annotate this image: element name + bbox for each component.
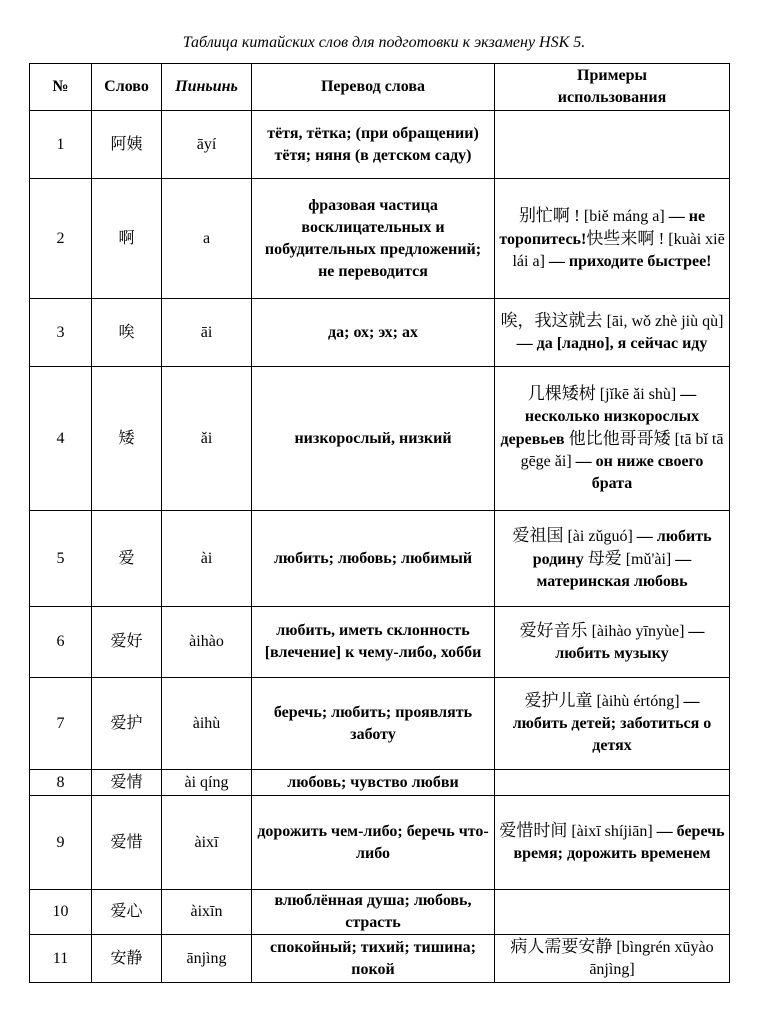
cell-translation: дорожить чем-либо; беречь что-либо xyxy=(252,796,495,890)
example-py: [āi, wǒ zhè jiù qù] xyxy=(602,313,724,330)
cell-translation: беречь; любить; проявлять заботу xyxy=(252,678,495,770)
example-ru: — не торопитесь! xyxy=(499,207,706,248)
example-zh: 爱惜时间 xyxy=(499,821,568,840)
cell-translation: любить, иметь склонность [влечение] к чему-либо, хобби xyxy=(252,607,495,678)
example-py: [tā bǐ tā gēge ǎi] xyxy=(520,430,724,470)
header-translation: Перевод слова xyxy=(252,64,495,111)
cell-examples xyxy=(495,607,730,678)
example-py: [kuài xiē lái a] xyxy=(512,230,725,270)
cell-pinyin: àihù xyxy=(162,678,252,770)
cell-examples xyxy=(495,111,730,179)
example-zh: 母爱 xyxy=(587,548,622,568)
example-py: [ài zǔguó] xyxy=(563,527,637,545)
cell-word: 唉 xyxy=(92,299,162,367)
header-examples-line-1: Примеры xyxy=(577,67,647,84)
cell-word: 爱惜 xyxy=(92,796,162,890)
cell-word: 矮 xyxy=(92,367,162,511)
cell-pinyin: ài xyxy=(162,511,252,607)
cell-examples xyxy=(495,935,730,983)
cell-num: 11 xyxy=(30,935,92,983)
table-row xyxy=(30,367,730,511)
table-row xyxy=(30,607,730,678)
cell-examples xyxy=(495,678,730,770)
example-zh: 唉，我这就去 xyxy=(500,311,603,330)
table-row xyxy=(30,111,730,179)
table-row xyxy=(30,890,730,935)
example-ru: — любить музыку xyxy=(555,622,705,662)
example-zh: 几棵矮树 xyxy=(527,383,596,403)
example-ru: — любить детей; заботиться о детях xyxy=(512,693,712,754)
table-row xyxy=(30,678,730,770)
example-ru: — приходите быстрее! xyxy=(548,252,712,270)
cell-examples xyxy=(495,511,730,607)
table-row xyxy=(30,511,730,607)
table-row xyxy=(30,770,730,796)
cell-num: 10 xyxy=(30,890,92,935)
table-row xyxy=(30,299,730,367)
document-title: Таблица китайских слов для подготовки к экзамену HSK 5. xyxy=(182,34,586,51)
cell-pinyin: ài qíng xyxy=(162,770,252,796)
cell-num: 4 xyxy=(30,367,92,511)
example-ru: — беречь время; дорожить временем xyxy=(513,823,725,862)
example-py: [àihào yīnyùe] xyxy=(587,622,689,640)
cell-word: 爱情 xyxy=(92,770,162,796)
cell-translation: низкорослый, низкий xyxy=(252,367,495,511)
cell-translation: спокойный; тихий; тишина; покой xyxy=(252,935,495,983)
example-zh: 爱好音乐 xyxy=(519,620,588,640)
table-row xyxy=(30,935,730,983)
cell-translation: да; ох; эх; ах xyxy=(252,299,495,367)
cell-pinyin: āi xyxy=(162,299,252,367)
example-zh: 他比他哥哥矮 xyxy=(568,428,671,448)
example-py: [àihù értóng] xyxy=(592,693,684,710)
cell-num: 1 xyxy=(30,111,92,179)
example-py: [biě máng a] xyxy=(579,207,669,225)
example-ru: — несколько низкорослых деревьев xyxy=(500,385,700,448)
cell-translation: любить; любовь; любимый xyxy=(252,511,495,607)
header-num: № xyxy=(30,64,92,111)
cell-pinyin: a xyxy=(162,179,252,299)
cell-num: 2 xyxy=(30,179,92,299)
cell-num: 8 xyxy=(30,770,92,796)
example-zh: 快些来啊 ! xyxy=(586,228,665,248)
cell-num: 7 xyxy=(30,678,92,770)
example-py: [jǐkē ǎi shù] xyxy=(595,385,681,403)
cell-word: 爱护 xyxy=(92,678,162,770)
example-zh: 别忙啊 ! xyxy=(518,205,580,225)
header-examples xyxy=(495,64,730,111)
cell-examples xyxy=(495,299,730,367)
example-py: [àixī shíjiān] xyxy=(567,823,657,840)
cell-pinyin: àixī xyxy=(162,796,252,890)
cell-num: 5 xyxy=(30,511,92,607)
cell-num: 3 xyxy=(30,299,92,367)
cell-pinyin: ǎi xyxy=(162,367,252,511)
cell-translation: фразовая частица восклицательных и побудительных предложений; не переводится xyxy=(252,179,495,299)
cell-pinyin: āyí xyxy=(162,111,252,179)
cell-examples xyxy=(495,179,730,299)
example-ru: — материнская любовь xyxy=(536,550,692,590)
cell-word: 阿姨 xyxy=(92,111,162,179)
example-ru: — да [ладно], я сейчас иду xyxy=(516,335,708,352)
header-pinyin: Пиньинь xyxy=(162,64,252,111)
example-ru: — любить родину xyxy=(532,527,712,568)
cell-num: 9 xyxy=(30,796,92,890)
cell-examples xyxy=(495,796,730,890)
header-word: Слово xyxy=(92,64,162,111)
vocabulary-table xyxy=(29,63,730,983)
cell-translation: влюблённая душа; любовь, страсть xyxy=(252,890,495,935)
example-ru: — он ниже своего брата xyxy=(575,452,704,492)
table-header-row xyxy=(30,64,730,111)
cell-pinyin: àixīn xyxy=(162,890,252,935)
table-row xyxy=(30,179,730,299)
cell-num: 6 xyxy=(30,607,92,678)
example-zh: 爱护儿童 xyxy=(524,691,593,710)
example-py: [bìngrén xūyào ānjìng] xyxy=(589,939,714,978)
example-py: [mǔ'ài] xyxy=(621,550,676,568)
table-row xyxy=(30,796,730,890)
cell-word: 爱心 xyxy=(92,890,162,935)
cell-examples xyxy=(495,367,730,511)
cell-word: 啊 xyxy=(92,179,162,299)
cell-translation: любовь; чувство любви xyxy=(252,770,495,796)
cell-word: 爱好 xyxy=(92,607,162,678)
cell-pinyin: àihào xyxy=(162,607,252,678)
example-zh: 病人需要安静 xyxy=(510,937,613,956)
header-examples-line-2: использования xyxy=(557,89,667,106)
cell-word: 爱 xyxy=(92,511,162,607)
cell-examples xyxy=(495,770,730,796)
cell-examples xyxy=(495,890,730,935)
cell-translation: тётя, тётка; (при обращении) тётя; няня (в детском саду) xyxy=(252,111,495,179)
cell-pinyin: ānjìng xyxy=(162,935,252,983)
example-zh: 爱祖国 xyxy=(512,525,564,545)
cell-word: 安静 xyxy=(92,935,162,983)
